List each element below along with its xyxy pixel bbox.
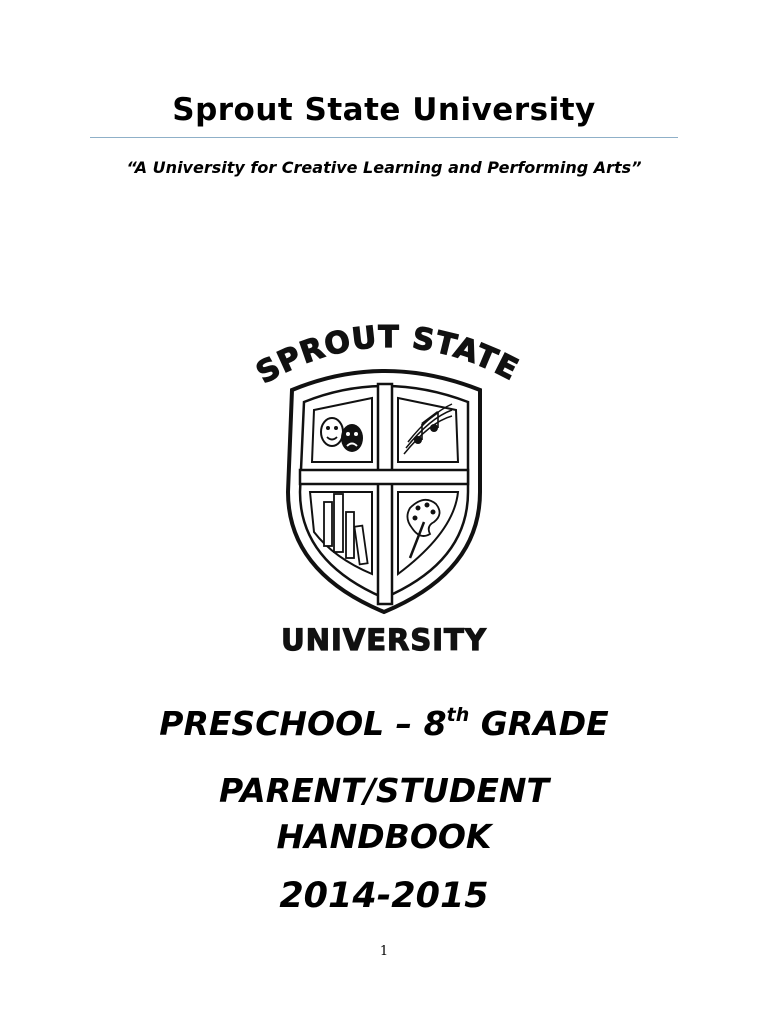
- handbook-heading-line-2: HANDBOOK: [276, 817, 492, 856]
- crest-banner-text: UNIVERSITY: [281, 623, 487, 657]
- tagline: “A University for Creative Learning and Performing Arts”: [126, 158, 642, 177]
- theater-masks-icon: [312, 398, 372, 462]
- music-notes-icon: [398, 398, 458, 462]
- title-divider: [90, 137, 678, 138]
- school-year: 2014-2015: [279, 876, 489, 916]
- crest-arc-text: SPROUT STATE: [250, 322, 525, 392]
- grade-range-heading: PRESCHOOL – 8th GRADE: [159, 704, 609, 743]
- page-number: 1: [379, 944, 389, 959]
- handbook-heading-line-1: PARENT/STUDENT: [219, 771, 549, 810]
- university-crest-logo: [234, 322, 534, 662]
- page-title: Sprout State University: [172, 92, 596, 128]
- handbook-heading: [0, 768, 768, 860]
